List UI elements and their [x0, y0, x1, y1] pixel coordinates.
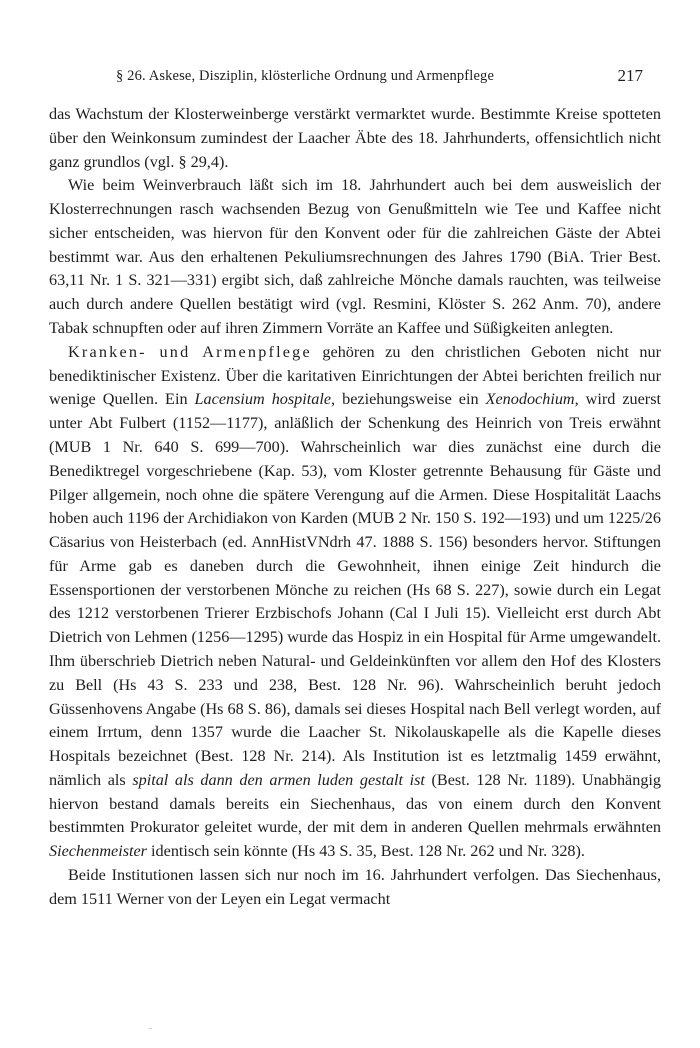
page-body: [49, 103, 661, 912]
paragraph-2: [49, 174, 661, 340]
paragraph-1: [49, 103, 661, 174]
paragraph-3-text-a: gehören zu den christlichen Geboten nicht nur benediktinischer Existenz. Über die karitativen Einrichtungen der Abtei berichten freilich nur wenige Quellen. Ein: [49, 342, 661, 409]
paragraph-3-text-c: wird zuerst unter Abt Fulbert (1152—1177), anläßlich der Schenkung des Heinrich von Treis erwähnt (MUB 1 Nr. 640 S. 699—700). Wahrscheinlich war dies zunächst eine durch die Benediktregel vorgeschriebene (Kap. 53), vom Kloster getrennte Behausung für Gäste und Pilger allgemein, noch ohne die spätere Verengung auf die Armen. Diese Hospitalität Laachs hoben auch 1196 der Archidiakon von Karden (MUB 2 Nr. 150 S. 192—193) und um 1225/26 Cäsarius von Heisterbach (ed. AnnHistVNdrh 47. 1888 S. 156) besonders hervor. Stiftungen für Arme gab es daneben durch die Gewohnheit, ihnen einige Zeit hindurch die Essensportionen der verstorbenen Mönche zu reichen (Hs 68 S. 227), sowie durch ein Legat des 1212 verstorbenen Trierer Erzbischofs Johann (Cal I Juli 15). Vielleicht erst durch Abt Dietrich von Lehmen (1256—1295) wurde das Hospiz in ein Hospital für Arme umgewandelt. Ihm überschrieb Dietrich neben Natural- und Geldeinkünften vor allem den Hof des Klosters zu Bell (Hs 43 S. 233 und 238, Best. 128 Nr. 96). Wahrscheinlich beruht jedoch Güssenhovens Angabe (Hs 68 S. 86), damals sei dieses Hospital nach Bell verlegt worden, auf einem Irrtum, denn 1357 wurde die Laacher St. Nikolauskapelle als die Kapelle dieses Hospitals bezeichnet (Best. 128 Nr. 214). Als Institution ist es letztmalig 1459 erwähnt, nämlich als: [49, 390, 661, 789]
paragraph-1-text: das Wachstum der Klosterweinberge verstärkt vermarktet wurde. Bestimmte Kreise spotteten über den Weinkonsum zumindest der Laacher Äbte des 18. Jahrhunderts, offensichtlich nicht ganz grundlos (vgl. § 29,4).: [49, 105, 661, 171]
paragraph-3: [49, 341, 661, 864]
italic-siechenmeister: Siechenmeister: [49, 842, 147, 861]
italic-xenodochium: Xenodochium,: [485, 390, 579, 409]
running-head: § 26. Askese, Disziplin, klösterliche Ordnung und Armenpflege: [116, 68, 495, 84]
spaced-heading-kranken-und-armenpflege: Kranken- und Armenpflege: [68, 342, 312, 361]
paragraph-4-text: Beide Institutionen lassen sich nur noch im 16. Jahrhundert verfolgen. Das Siechenhaus, dem 1511 Werner von der Leyen ein Legat vermacht: [49, 866, 661, 908]
italic-lacensium-hospitale: Lacensium hospitale,: [194, 390, 336, 409]
italic-spital-quote: spital als dann den armen luden gestalt ist: [132, 770, 425, 789]
paragraph-3-text-d: (Best. 128 Nr. 1189). Unabhängig hiervon bestand damals bereits ein Siechenhaus, das von einem durch den Konvent bestimmten Prokurator geleitet wurde, der mit dem in anderen Quellen mehrmals erwähnten: [49, 770, 662, 837]
page-number: 217: [617, 66, 643, 85]
paragraph-4: [49, 864, 661, 912]
page-header: [49, 68, 661, 90]
paragraph-3-text-b: beziehungsweise ein: [335, 390, 486, 409]
paragraph-2-text: Wie beim Weinverbrauch läßt sich im 18. Jahrhundert auch bei dem ausweislich der Klosterrechnungen rasch wachsenden Bezug von Genußmitteln wie Tee und Kaffee nicht sicher entscheiden, was hiervon für den Konvent oder für die zahlreichen Gäste der Abtei bestimmt war. Aus den erhaltenen Pekuliumsrechnungen des Jahres 1790 (BiA. Trier Best. 63,11 Nr. 1 S. 321—331) ergibt sich, daß zahlreiche Mönche damals rauchten, was teilweise auch durch andere Quellen bestätigt wird (vgl. Resmini, Klöster S. 262 Anm. 70), andere Tabak schnupften oder auf ihren Zimmern Vorräte an Kaffee und Süßigkeiten anlegten.: [49, 176, 661, 338]
scan-speck: [149, 1028, 152, 1029]
paragraph-3-text-e: identisch sein könnte (Hs 43 S. 35, Best. 128 Nr. 262 und Nr. 328).: [147, 842, 585, 861]
